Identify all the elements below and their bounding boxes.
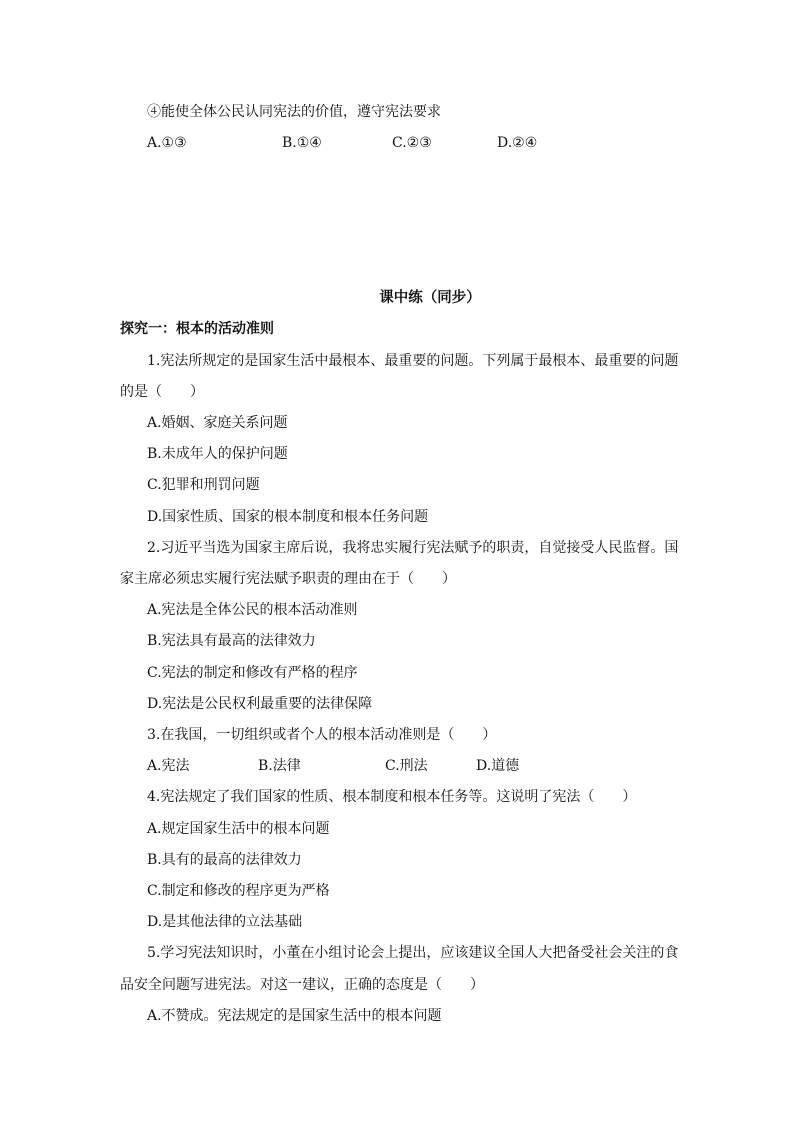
q5-stem-line1: 5.学习宪法知识时，小董在小组讨论会上提出，应该建议全国人大把备受社会关注的食 bbox=[147, 945, 679, 961]
q2-stem-line1: 2.习近平当选为国家主席后说，我将忠实履行宪法赋予的职责，自觉接受人民监督。国 bbox=[147, 540, 679, 556]
q3-option-d: D.道德 bbox=[476, 758, 520, 774]
q4-option-b: B.具有的最高的法律效力 bbox=[147, 852, 302, 868]
intro-option-a: A.①③ bbox=[147, 135, 187, 151]
q2-option-a: A.宪法是全体公民的根本活动准则 bbox=[147, 602, 358, 618]
q4-option-c: C.制定和修改的程序更为严格 bbox=[147, 883, 330, 899]
q1-option-a: A.婚姻、家庭关系问题 bbox=[147, 415, 288, 431]
q2-option-c: C.宪法的制定和修改有严格的程序 bbox=[147, 665, 358, 681]
q4-option-a: A.规定国家生活中的根本问题 bbox=[147, 821, 330, 837]
statement-4: ④能使全体公民认同宪法的价值，遵守宪法要求 bbox=[147, 104, 441, 120]
q1-stem-line2: 的是（ ） bbox=[120, 384, 204, 400]
q4-option-d: D.是其他法律的立法基础 bbox=[147, 914, 303, 930]
q1-option-d: D.国家性质、国家的根本制度和根本任务问题 bbox=[147, 509, 429, 525]
q3-options-row bbox=[0, 756, 794, 776]
q2-option-b: B.宪法具有最高的法律效力 bbox=[147, 633, 316, 649]
intro-options-row bbox=[0, 133, 794, 153]
q5-stem-line2: 品安全问题写进宪法。对这一建议，正确的态度是（ ） bbox=[120, 977, 484, 993]
q4-stem: 4.宪法规定了我们国家的性质、根本制度和根本任务等。这说明了宪法（ ） bbox=[147, 789, 637, 805]
q3-option-c: C.刑法 bbox=[385, 758, 428, 774]
intro-option-d: D.②④ bbox=[497, 135, 538, 151]
q3-option-a: A.宪法 bbox=[147, 758, 190, 774]
q1-option-b: B.未成年人的保护问题 bbox=[147, 446, 288, 462]
section-heading: 探究一：根本的活动准则 bbox=[120, 321, 274, 337]
q5-option-a: A.不赞成。宪法规定的是国家生活中的根本问题 bbox=[147, 1008, 442, 1024]
q2-option-d: D.宪法是公民权利最重要的法律保障 bbox=[147, 696, 373, 712]
q2-stem-line2: 家主席必须忠实履行宪法赋予职责的理由在于（ ） bbox=[120, 571, 456, 587]
page-heading: 课中练（同步） bbox=[379, 289, 481, 306]
q1-stem-line1: 1.宪法所规定的是国家生活中最根本、最重要的问题。下列属于最根本、最重要的问题 bbox=[147, 353, 679, 369]
q3-stem: 3.在我国，一切组织或者个人的根本活动准则是（ ） bbox=[147, 727, 497, 743]
intro-option-c: C.②③ bbox=[392, 135, 432, 151]
q3-option-b: B.法律 bbox=[258, 758, 301, 774]
q1-option-c: C.犯罪和刑罚问题 bbox=[147, 477, 260, 493]
intro-option-b: B.①④ bbox=[282, 135, 322, 151]
